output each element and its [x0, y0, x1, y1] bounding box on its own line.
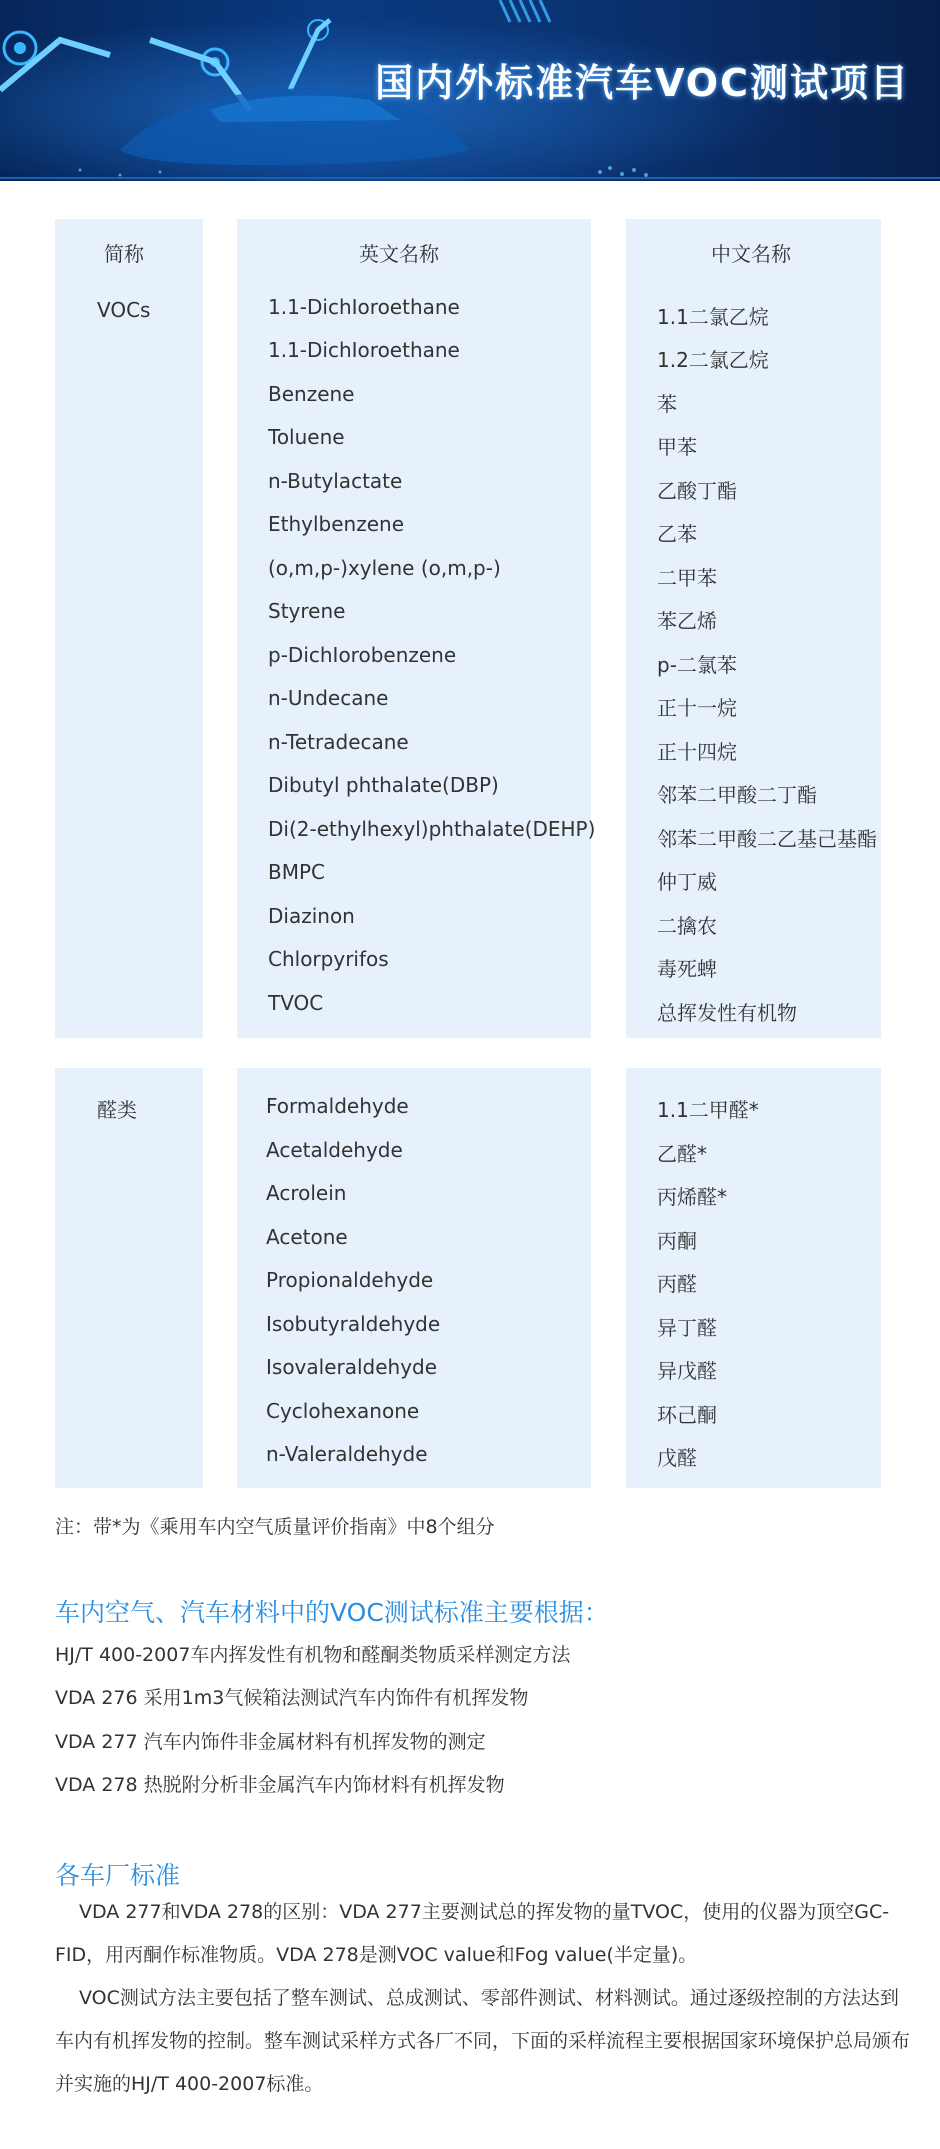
banner-title: 国内外标准汽车VOC测试项目	[375, 61, 910, 105]
en-name: 1.1-DichIoroethane	[268, 295, 460, 319]
en-name: Acetaldehyde	[266, 1138, 403, 1162]
cn-name: 1.2二氯乙烷	[657, 348, 769, 372]
group-label-vocs: VOCs	[97, 298, 151, 322]
cn-name: 戊醛	[657, 1446, 697, 1470]
en-name: Di(2-ethylhexyl)phthalate(DEHP)	[268, 817, 596, 841]
standard-item: VDA 277 汽车内饰件非金属材料有机挥发物的测定	[55, 1731, 486, 1753]
cn-name: 毒死蜱	[657, 957, 717, 981]
cn-name: 苯	[657, 392, 677, 416]
cn-name: 乙酸丁酯	[657, 479, 737, 503]
cn-name: 异戊醛	[657, 1359, 717, 1383]
header-short: 简称	[104, 242, 144, 266]
cn-name: 正十一烷	[657, 696, 737, 720]
cn-name: 丙醛	[657, 1272, 697, 1296]
en-name: TVOC	[268, 991, 324, 1015]
header-english: 英文名称	[359, 242, 439, 266]
en-name: p-DichIorobenzene	[268, 643, 457, 667]
cn-name: 丙烯醛*	[657, 1185, 727, 1209]
cn-name: 苯乙烯	[657, 609, 717, 633]
en-name: Formaldehyde	[266, 1094, 409, 1118]
en-name: Diazinon	[268, 904, 355, 928]
paragraph: VDA 277和VDA 278的区别：VDA 277主要测试总的挥发物的量TVOC，使用的仪器为顶空GC-FID，用丙酮作标准物质。VDA 278是测VOC value和Fog value(半定量)。	[55, 1901, 890, 1966]
header-chinese: 中文名称	[711, 242, 791, 266]
cn-name: 二甲苯	[657, 566, 717, 590]
en-name: (o,m,p-)xylene (o,m,p-)	[268, 556, 501, 580]
en-name: n-Butylactate	[268, 469, 403, 493]
en-name: Acetone	[266, 1225, 348, 1249]
cn-name: 总挥发性有机物	[657, 1001, 797, 1025]
en-name: Dibutyl phthalate(DBP)	[268, 773, 499, 797]
cn-name: 环己酮	[657, 1403, 717, 1427]
table-col-short	[55, 219, 203, 1038]
footnote: 注：带*为《乘用车内空气质量评价指南》中8个组分	[55, 1516, 495, 1538]
section-title-oem-standards: 各车厂标准	[55, 1861, 181, 1890]
cn-name: 仲丁威	[657, 870, 717, 894]
en-name: Styrene	[268, 599, 346, 623]
en-name: Chlorpyrifos	[268, 947, 389, 971]
cn-name: 1.1二甲醛*	[657, 1098, 759, 1122]
en-name: Isobutyraldehyde	[266, 1312, 441, 1336]
cn-name: 邻苯二甲酸二丁酯	[657, 783, 817, 807]
cn-name: 异丁醛	[657, 1316, 717, 1340]
cn-name: 1.1二氯乙烷	[657, 305, 769, 329]
en-name: Acrolein	[266, 1181, 347, 1205]
en-name: Isovaleraldehyde	[266, 1355, 438, 1379]
standard-item: HJ/T 400-2007车内挥发性有机物和醛酮类物质采样测定方法	[55, 1644, 571, 1666]
cn-name: 正十四烷	[657, 740, 737, 764]
cn-name: 二擒农	[657, 914, 717, 938]
header-banner	[0, 0, 940, 181]
cn-name: 邻苯二甲酸二乙基己基酯	[657, 827, 877, 851]
en-name: Cyclohexanone	[266, 1399, 420, 1423]
cn-name: p-二氯苯	[657, 653, 737, 677]
en-name: 1.1-DichIoroethane	[268, 338, 460, 362]
table-col-short	[55, 1068, 203, 1488]
en-name: n-Valeraldehyde	[266, 1442, 428, 1466]
en-name: n-Undecane	[268, 686, 389, 710]
cn-name: 丙酮	[657, 1229, 697, 1253]
standard-item: VDA 276 采用1m3气候箱法测试汽车内饰件有机挥发物	[55, 1687, 529, 1709]
standard-item: VDA 278 热脱附分析非金属汽车内饰材料有机挥发物	[55, 1774, 505, 1796]
section-title-voc-standards: 车内空气、汽车材料中的VOC测试标准主要根据：	[55, 1598, 609, 1627]
en-name: BMPC	[268, 860, 326, 884]
paragraph: VOC测试方法主要包括了整车测试、总成测试、零部件测试、材料测试。通过逐级控制的方法达到车内有机挥发物的控制。整车测试采样方式各厂不同，下面的采样流程主要根据国家环境保护总局颁布并实施的HJ/T 400-2007标准。	[55, 1987, 911, 2095]
en-name: Benzene	[268, 382, 355, 406]
en-name: Propionaldehyde	[266, 1268, 434, 1292]
cn-name: 甲苯	[657, 435, 697, 459]
en-name: n-Tetradecane	[268, 730, 409, 754]
cn-name: 乙苯	[657, 522, 697, 546]
group-label-aldehydes: 醛类	[97, 1098, 137, 1122]
cn-name: 乙醛*	[657, 1142, 707, 1166]
en-name: Toluene	[268, 425, 345, 449]
en-name: Ethylbenzene	[268, 512, 405, 536]
